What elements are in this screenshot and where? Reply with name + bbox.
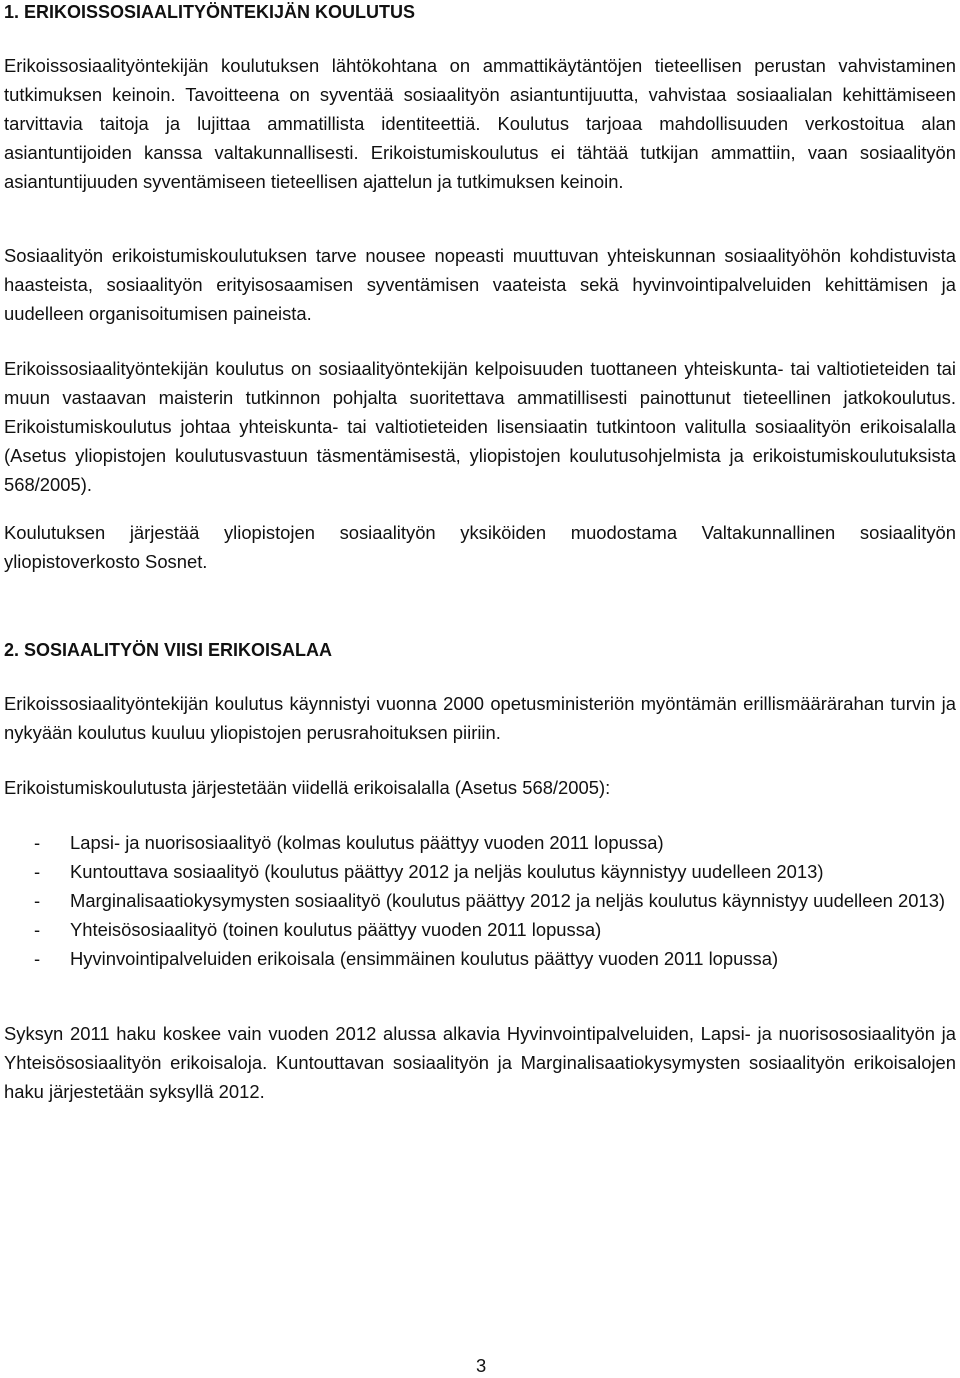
- section-2-paragraph-1: Erikoissosiaalityöntekijän koulutus käynnistyi vuonna 2000 opetusministeriön myöntämän erillismäärärahan turvin ja nykyään koulutus kuuluu yliopistojen perusrahoituksen piiriin.: [4, 693, 956, 743]
- section-1-paragraph-1: Erikoissosiaalityöntekijän koulutuksen lähtökohtana on ammattikäytäntöjen tieteellisen perustan vahvistaminen tutkimuksen keinoin. Tavoitteena on syventää sosiaalityön asiantuntijuutta, vahvistaa sosiaalialan kehittämiseen tarvittavia taitoja ja lujittaa ammatillista identiteettiä. Koulutus tarjoaa mahdollisuuden verkostoitua alan asiantuntijoiden kanssa valtakunnallisesti. Erikoistumiskoulutus ei tähtää tutkijan ammattiin, vaan sosiaalityön asiantuntijuuden syventämiseen tieteellisen ajattelun ja tutkimuksen keinoin.: [4, 55, 956, 192]
- page-number: 3: [476, 1355, 487, 1376]
- list-dash: -: [34, 890, 41, 911]
- list-item: [4, 915, 956, 944]
- list-item-text: Marginalisaatiokysymysten sosiaalityö (koulutus päättyy 2012 ja neljäs koulutus käynnistyy uudelleen 2013): [70, 890, 946, 911]
- list-item: [4, 944, 956, 973]
- list-dash: -: [34, 919, 41, 940]
- list-dash: -: [34, 861, 41, 882]
- list-item-text: Kuntouttava sosiaalityö (koulutus päättyy 2012 ja neljäs koulutus käynnistyy uudelleen 2013): [70, 861, 824, 882]
- list-item: [4, 886, 956, 915]
- list-item: [4, 857, 956, 886]
- specialty-list: [4, 828, 956, 973]
- list-dash: -: [34, 832, 41, 853]
- section-2-paragraph-3: Syksyn 2011 haku koskee vain vuoden 2012 alussa alkavia Hyvinvointipalveluiden, Lapsi- ja nuorisososiaalityön ja Yhteisösosiaalityön erikoisaloja. Kuntouttavan sosiaalityön ja Marginalisaatiokysymysten sosiaalityön erikoisalojen haku järjestetään syksyllä 2012.: [4, 1023, 956, 1102]
- section-2-heading: 2. SOSIAALITYÖN VIISI ERIKOISALAA: [4, 640, 333, 660]
- list-item-text: Hyvinvointipalveluiden erikoisala (ensimmäinen koulutus päättyy vuoden 2011 lopussa): [70, 948, 779, 969]
- list-item-text: Lapsi- ja nuorisosiaalityö (kolmas koulutus päättyy vuoden 2011 lopussa): [70, 832, 664, 853]
- list-item-text: Yhteisösosiaalityö (toinen koulutus päättyy vuoden 2011 lopussa): [70, 919, 602, 940]
- section-1-heading: 1. ERIKOISSOSIAALITYÖNTEKIJÄN KOULUTUS: [4, 2, 416, 22]
- section-1-paragraph-2: Sosiaalityön erikoistumiskoulutuksen tarve nousee nopeasti muuttuvan yhteiskunnan sosiaalityöhön kohdistuvista haasteista, sosiaalityön erityisosaamisen syventämisen vaateista sekä hyvinvointipalveluiden kehittämisen ja uudelleen organisoitumisen paineista.: [4, 245, 956, 324]
- section-1-paragraph-3: Erikoissosiaalityöntekijän koulutus on sosiaalityöntekijän kelpoisuuden tuottaneen yhteiskunta- tai valtiotieteiden tai muun vastaavan maisterin tutkinnon pohjalta suoritettava ammatillisesti painottunut tieteellinen jatkokoulutus. Erikoistumiskoulutus johtaa yhteiskunta- tai valtiotieteiden lisensiaatin tutkintoon valitulla sosiaalityön erikoisalalla (Asetus yliopistojen koulutusvastuun täsmentämisestä, yliopistojen koulutusohjelmista ja erikoistumiskoulutuksista 568/2005).: [4, 358, 956, 495]
- section-1-paragraph-4: Koulutuksen järjestää yliopistojen sosiaalityön yksiköiden muodostama Valtakunnallinen sosiaalityön yliopistoverkosto Sosnet.: [4, 522, 956, 572]
- section-2-paragraph-2: Erikoistumiskoulutusta järjestetään viidellä erikoisalalla (Asetus 568/2005):: [4, 777, 611, 798]
- list-item: [4, 828, 956, 857]
- list-dash: -: [34, 948, 41, 969]
